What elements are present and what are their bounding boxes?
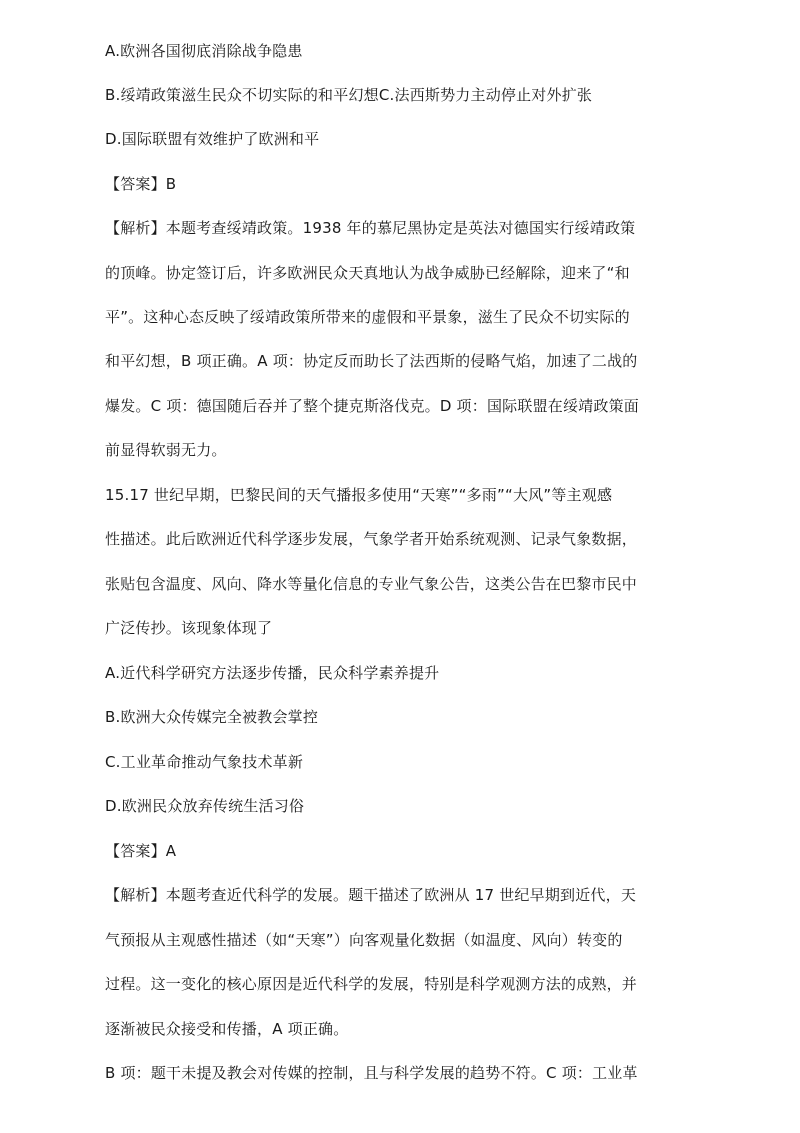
analysis-q14-line-2: 的顶峰。协定签订后，许多欧洲民众天真地认为战争威胁已经解除，迎来了“和	[105, 264, 630, 282]
analysis-q14-line-4: 和平幻想，B 项正确。A 项：协定反而助长了法西斯的侵略气焰，加速了二战的	[105, 352, 638, 370]
analysis-q15-line-1: 【解析】本题考查近代科学的发展。题干描述了欧洲从 17 世纪早期到近代，天	[105, 886, 637, 904]
analysis-q15-line-2: 气预报从主观感性描述（如“天寒”）向客观量化数据（如温度、风向）转变的	[105, 931, 623, 949]
option-a-q14: A.欧洲各国彻底消除战争隐患	[105, 42, 303, 60]
analysis-q14-line-1: 【解析】本题考查绥靖政策。1938 年的慕尼黑协定是英法对德国实行绥靖政策	[105, 219, 636, 237]
question-15-line-3: 张贴包含温度、风向、降水等量化信息的专业气象公告，这类公告在巴黎市民中	[105, 575, 638, 593]
option-d-q15: D.欧洲民众放弃传统生活习俗	[105, 797, 305, 815]
answer-q14: 【答案】B	[105, 175, 177, 193]
question-15-line-4: 广泛传抄。该现象体现了	[105, 619, 273, 637]
analysis-q15-line-4: 逐渐被民众接受和传播，A 项正确。	[105, 1020, 349, 1038]
option-c-q15: C.工业革命推动气象技术革新	[105, 753, 304, 771]
analysis-q15-line-5: B 项：题干未提及教会对传媒的控制，且与科学发展的趋势不符。C 项：工业革	[105, 1064, 638, 1082]
question-15-line-1: 15.17 世纪早期，巴黎民间的天气播报多使用“天寒”“多雨”“大风”等主观感	[105, 486, 613, 504]
analysis-q14-line-3: 平”。这种心态反映了绥靖政策所带来的虚假和平景象，滋生了民众不切实际的	[105, 308, 630, 326]
answer-q15: 【答案】A	[105, 842, 177, 860]
option-a-q15: A.近代科学研究方法逐步传播，民众科学素养提升	[105, 664, 440, 682]
analysis-q15-line-3: 过程。这一变化的核心原因是近代科学的发展，特别是科学观测方法的成熟，并	[105, 975, 638, 993]
option-d-q14: D.国际联盟有效维护了欧洲和平	[105, 130, 320, 148]
option-b-c-q14: B.绥靖政策滋生民众不切实际的和平幻想C.法西斯势力主动停止对外扩张	[105, 86, 593, 104]
analysis-q14-line-6: 前显得软弱无力。	[105, 441, 227, 459]
question-15-line-2: 性描述。此后欧洲近代科学逐步发展，气象学者开始系统观测、记录气象数据，	[105, 530, 638, 548]
analysis-q14-line-5: 爆发。C 项：德国随后吞并了整个捷克斯洛伐克。D 项：国际联盟在绥靖政策面	[105, 397, 639, 415]
option-b-q15: B.欧洲大众传媒完全被教会掌控	[105, 708, 319, 726]
